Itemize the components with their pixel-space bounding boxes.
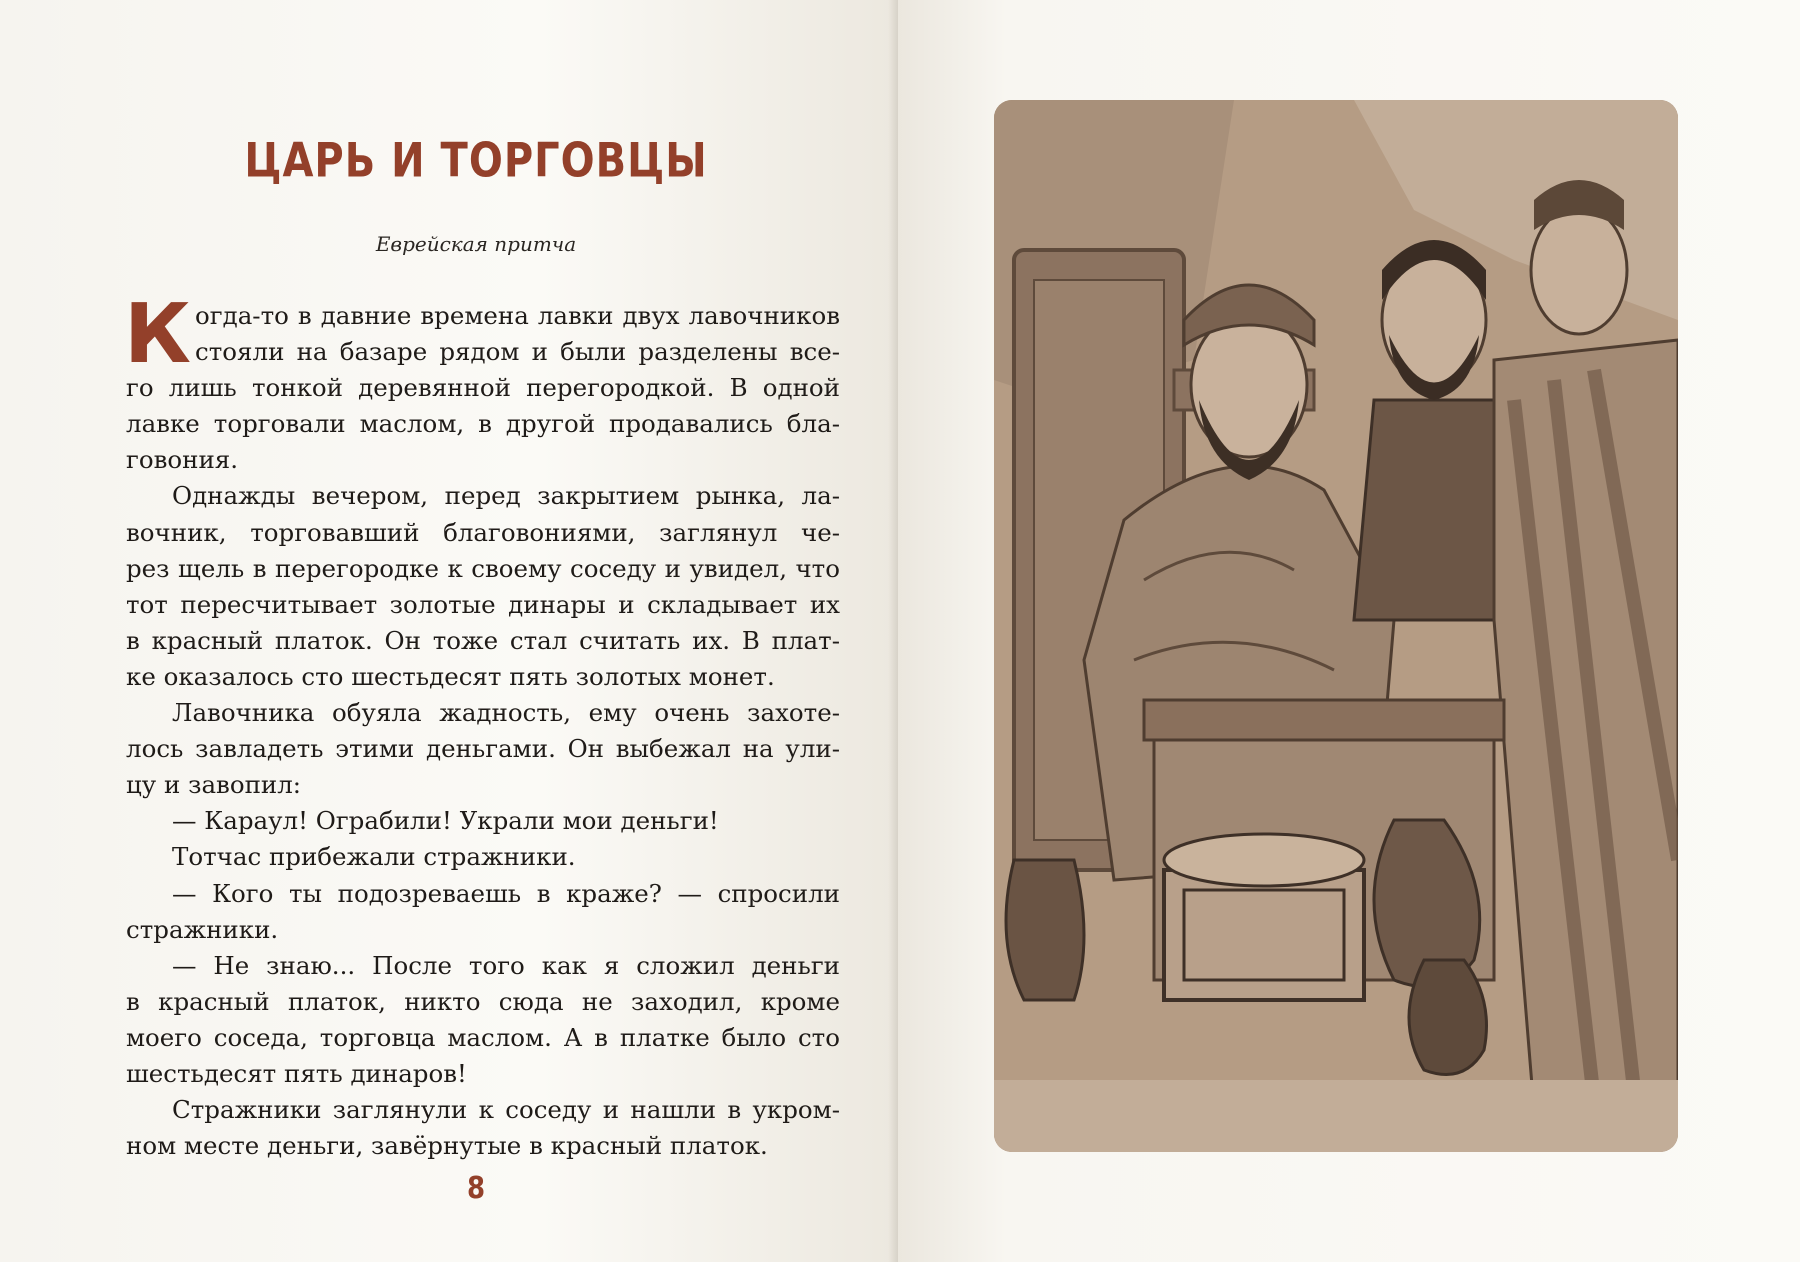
text-line: вочник, торговавший благовониями, заглянул че- xyxy=(126,517,840,547)
page-title: ЦАРЬ И ТОРГОВЦЫ xyxy=(244,133,708,189)
text-line: — Кого ты подозреваешь в краже? — спросили xyxy=(172,878,840,908)
text-line: лавке торговали маслом, в другой продавались бла- xyxy=(126,409,840,439)
text-line: рез щель в перегородке к своему соседу и увидел, что xyxy=(126,553,840,583)
subtitle: Еврейская притча xyxy=(375,232,577,256)
text-line: ке оказалось сто шестьдесят пять золотых монет. xyxy=(126,661,775,691)
drop-cap: К xyxy=(124,287,192,382)
text-line: Лавочника обуяла жадность, ему очень захоте- xyxy=(172,698,840,728)
text-line: Тотчас прибежали стражники. xyxy=(172,842,576,872)
paragraph-6 xyxy=(126,876,840,948)
text-line: Стражники заглянули к соседу и нашли в укром- xyxy=(172,1095,840,1125)
text-line: тот пересчитывает золотые динары и складывает их xyxy=(126,589,840,619)
story-illustration xyxy=(994,100,1678,1152)
right-page xyxy=(898,0,1800,1262)
page-number: 8 xyxy=(466,1171,486,1207)
text-line: шестьдесят пять динаров! xyxy=(126,1058,467,1088)
illustration-drawing xyxy=(994,100,1678,1152)
text-line: цу и завопил: xyxy=(126,770,302,800)
text-line: ном месте деньги, завёрнутые в красный платок. xyxy=(126,1131,768,1161)
text-line: говония. xyxy=(126,445,239,475)
text-line: огда-то в давние времена лавки двух лавочников xyxy=(195,301,840,330)
text-line: лось завладеть этими деньгами. Он выбежал на ули- xyxy=(126,734,840,764)
left-page xyxy=(0,0,898,1262)
text-line: — Не знаю... После того как я сложил деньги xyxy=(172,950,840,980)
text-line: Однажды вечером, перед закрытием рынка, ла- xyxy=(172,481,840,511)
paragraph-4 xyxy=(126,803,840,839)
paragraph-3 xyxy=(126,695,840,803)
story-text xyxy=(124,287,840,1164)
text-line: — Караул! Ограбили! Украли мои деньги! xyxy=(172,806,719,836)
text-line: стояли на базаре рядом и были разделены все- xyxy=(195,337,840,367)
text-line: моего соседа, торговца маслом. А в платке было сто xyxy=(126,1022,840,1052)
paragraph-2 xyxy=(126,478,840,695)
paragraph-8 xyxy=(126,1092,840,1164)
text-line: го лишь тонкой деревянной перегородкой. В одной xyxy=(126,373,840,403)
paragraph-1 xyxy=(124,287,840,478)
text-line: в красный платок, никто сюда не заходил, кроме xyxy=(126,986,840,1016)
text-line: в красный платок. Он тоже стал считать их. В плат- xyxy=(126,625,840,655)
text-line: стражники. xyxy=(126,914,279,944)
paragraph-5 xyxy=(126,839,840,875)
paragraph-7 xyxy=(126,948,840,1092)
